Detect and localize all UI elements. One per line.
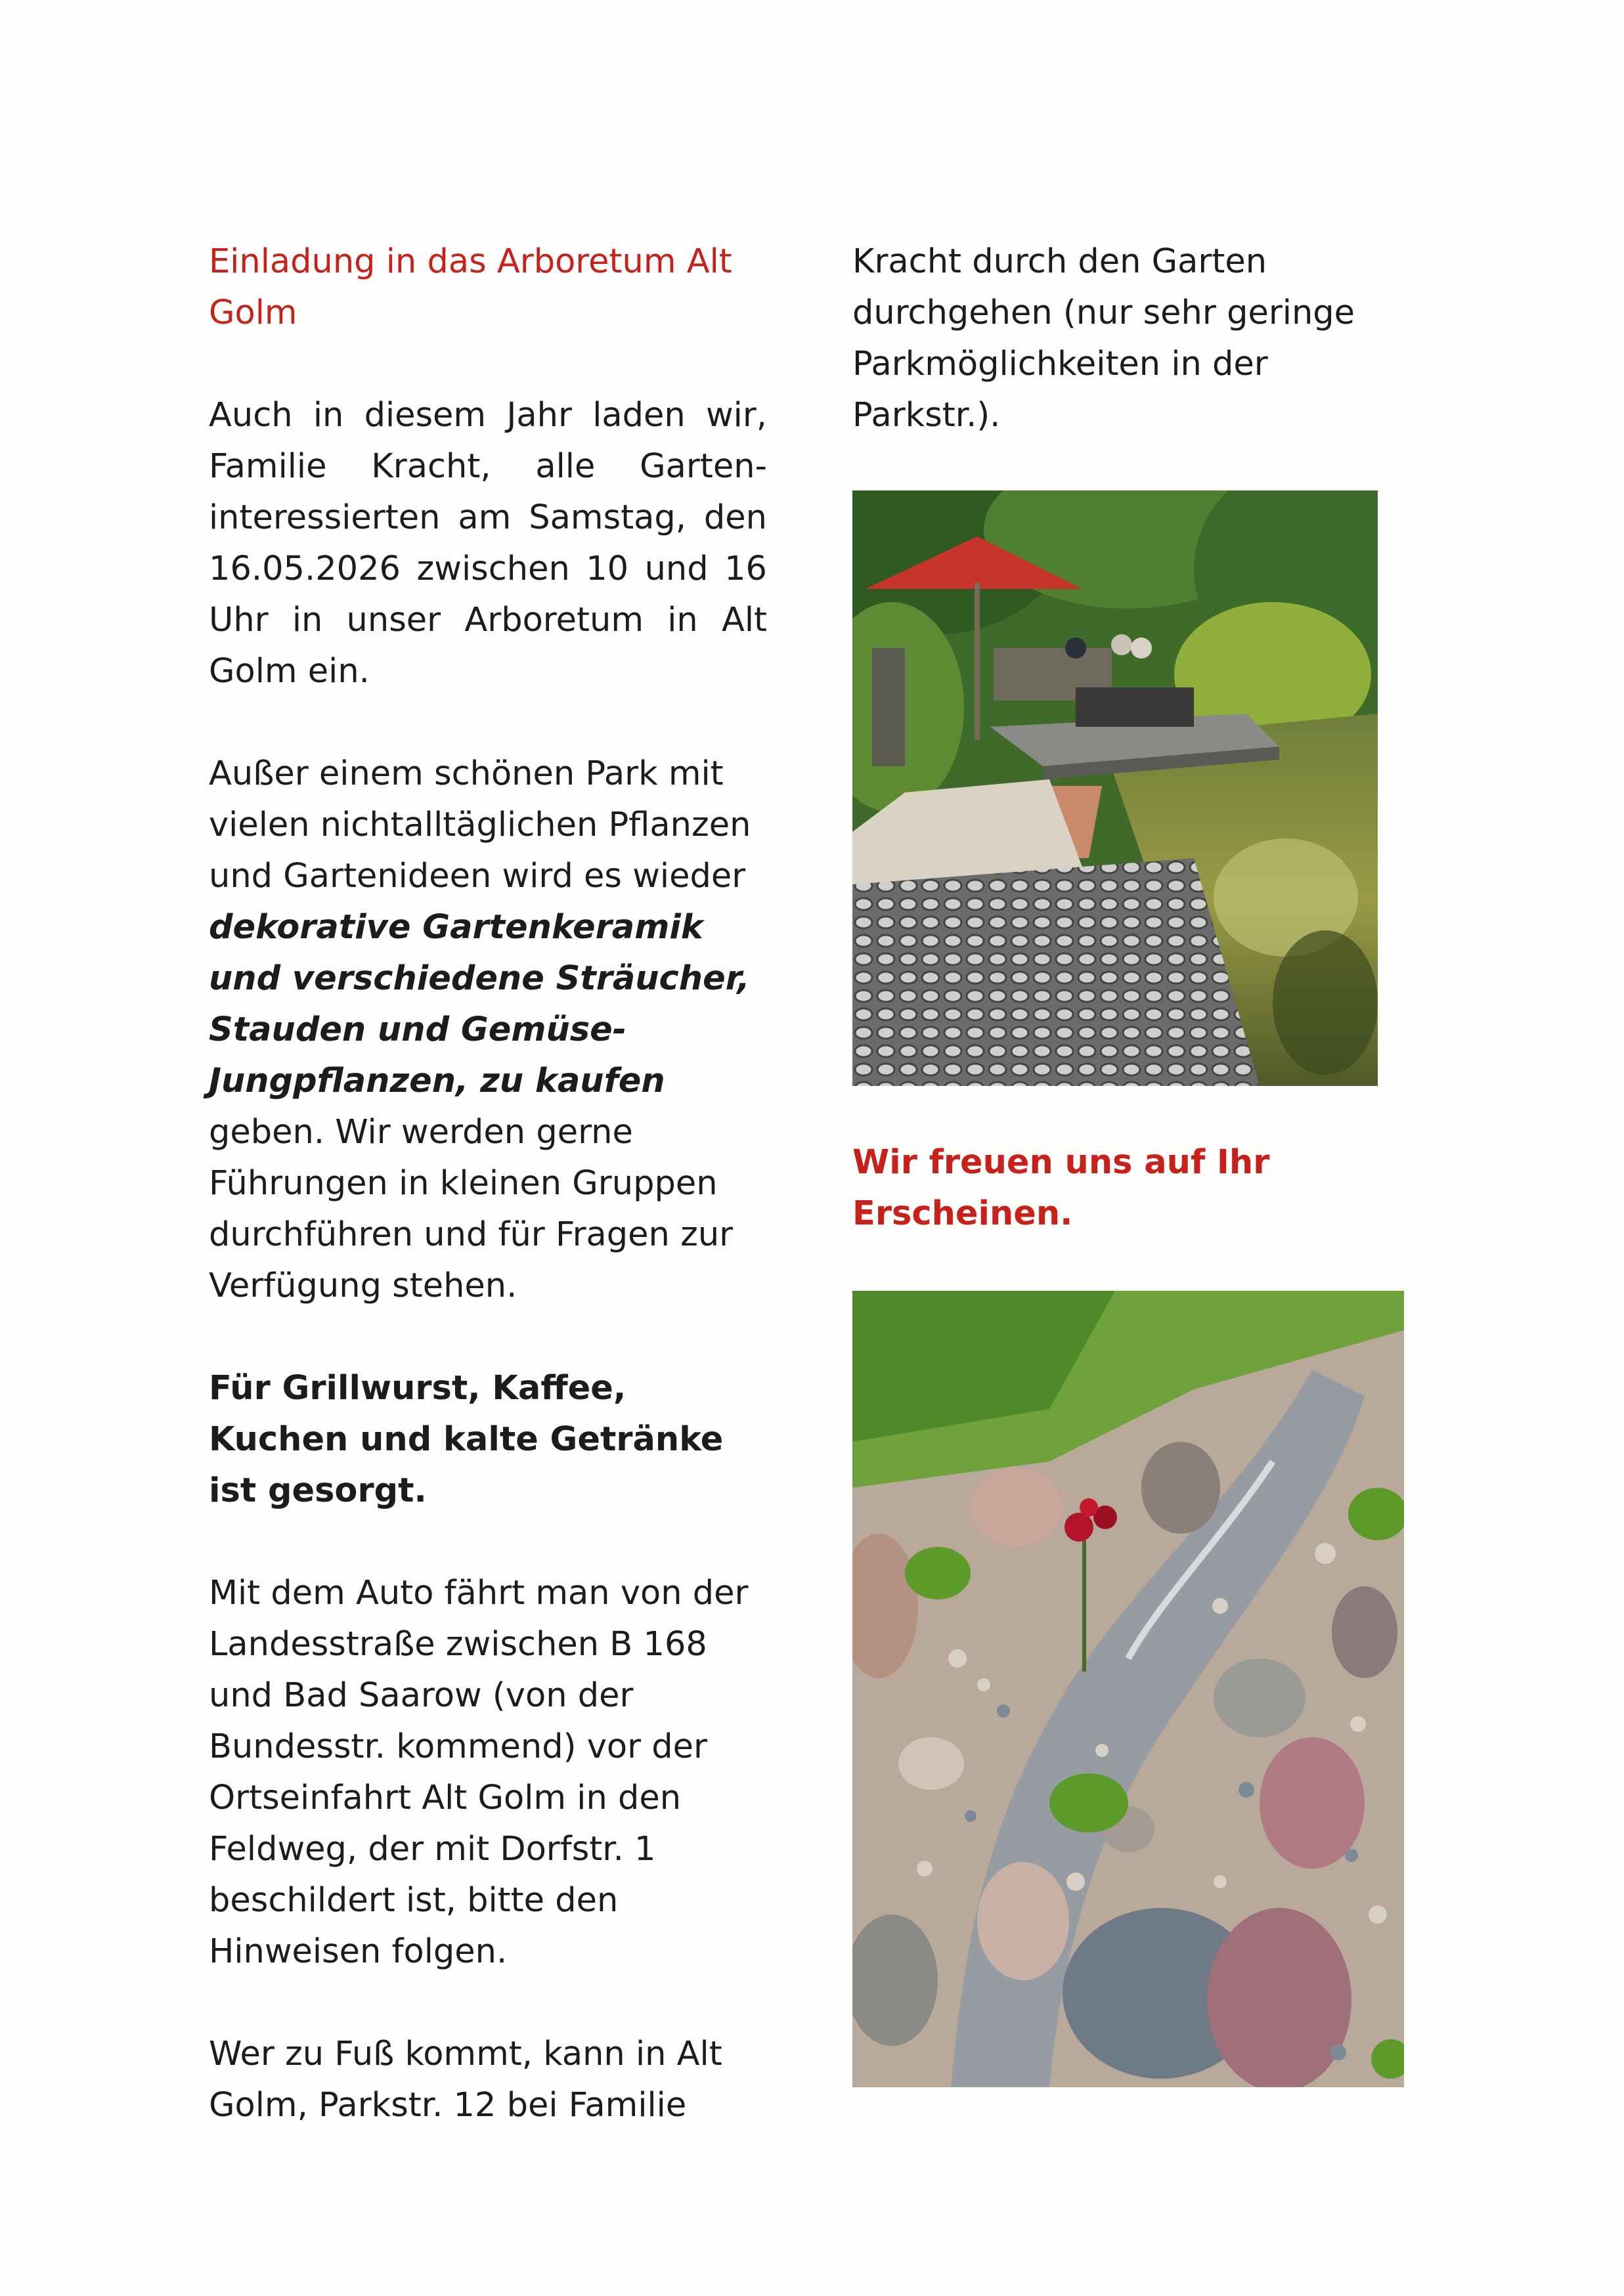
invitation-paragraph: Auch in diesem Jahr laden wir, Familie Kracht, alle Garten-interessierten am Samstag, den 16.05.2026 zwischen 10 und 16 Uhr in unser Arboretum in Alt Golm ein. bbox=[209, 396, 767, 691]
closing-block bbox=[852, 1137, 1417, 1240]
garden-terrace-photo bbox=[852, 490, 1378, 1086]
document-title: Einladung in das Arboretum Alt Golm bbox=[209, 242, 732, 332]
car-directions-paragraph: Mit dem Auto fährt man von der Landesstraße zwischen B 168 und Bad Saarow (von der Bundesstr. kommend) vor der Ortseinfahrt Alt Golm in den Feldweg, der mit Dorfstr. 1 beschildert ist, bitte den Hinweisen folgen. bbox=[209, 1574, 749, 1971]
right-column bbox=[852, 236, 1417, 441]
closing-message: Wir freuen uns auf Ihr Erscheinen. bbox=[852, 1143, 1270, 1233]
catering-paragraph: Für Grillwurst, Kaffee, Kuchen und kalte Getränke ist gesorgt. bbox=[209, 1369, 724, 1510]
offer-closing-text: geben. Wir werden gerne Führungen in kleinen Gruppen durchführen und für Fragen zur Verfügung stehen. bbox=[209, 1113, 734, 1305]
left-column bbox=[209, 236, 767, 2131]
offer-intro-text: Außer einem schönen Park mit vielen nichtalltäglichen Pflanzen und Gartenideen wird es wieder bbox=[209, 754, 751, 896]
offer-emphasis-text: dekorative Gartenkeramik und verschiedene Sträucher, Stauden und Gemüse-Jungpflanzen, zu kaufen bbox=[209, 908, 750, 1100]
stream-rockery-photo bbox=[852, 1291, 1404, 2087]
walking-directions-continuation: Kracht durch den Garten durchgehen (nur sehr geringe Parkmöglichkeiten in der Parkstr.). bbox=[852, 242, 1355, 435]
walking-directions-paragraph: Wer zu Fuß kommt, kann in Alt Golm, Parkstr. 12 bei Familie bbox=[209, 2035, 722, 2125]
offer-paragraph bbox=[209, 748, 767, 1312]
